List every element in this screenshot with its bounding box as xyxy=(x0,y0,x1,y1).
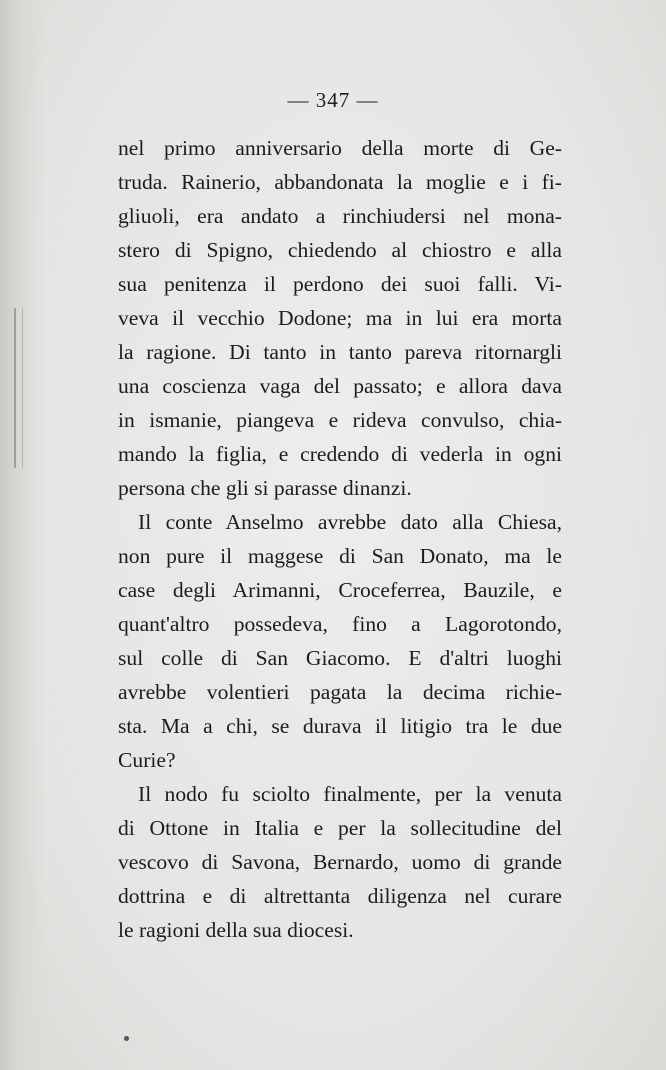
text-line: dottrina e di altrettanta diligenza nel curare xyxy=(118,884,562,908)
text-line: Il nodo fu sciolto finalmente, per la venuta xyxy=(138,782,562,806)
text-line: una coscienza vaga del passato; e allora dava xyxy=(118,374,562,398)
text-line: Il conte Anselmo avrebbe dato alla Chiesa, xyxy=(138,510,562,534)
text-line: le ragioni della sua diocesi. xyxy=(118,918,354,942)
text-line: sua penitenza il perdono dei suoi falli. Vi- xyxy=(118,272,562,296)
text-line: quant'altro possedeva, fino a Lagorotondo, xyxy=(118,612,562,636)
text-line: in ismanie, piangeva e rideva convulso, chia- xyxy=(118,408,562,432)
text-line: la ragione. Di tanto in tanto pareva ritornargli xyxy=(118,340,562,364)
text-line: veva il vecchio Dodone; ma in lui era morta xyxy=(118,306,562,330)
text-line: mando la figlia, e credendo di vederla in ogni xyxy=(118,442,562,466)
text-line: nel primo anniversario della morte di Ge- xyxy=(118,136,562,160)
text-line: case degli Arimanni, Croceferrea, Bauzile, e xyxy=(118,578,562,602)
text-line: persona che gli si parasse dinanzi. xyxy=(118,476,412,500)
page-binding-shadow xyxy=(0,0,46,1070)
text-line: sta. Ma a chi, se durava il litigio tra le due xyxy=(118,714,562,738)
text-line: sul colle di San Giacomo. E d'altri luoghi xyxy=(118,646,562,670)
text-line: vescovo di Savona, Bernardo, uomo di grande xyxy=(118,850,562,874)
text-line: stero di Spigno, chiedendo al chiostro e alla xyxy=(118,238,562,262)
body-text xyxy=(118,131,562,947)
text-line: non pure il maggese di San Donato, ma le xyxy=(118,544,562,568)
text-line: truda. Rainerio, abbandonata la moglie e i fi- xyxy=(118,170,562,194)
text-line: gliuoli, era andato a rinchiudersi nel mona- xyxy=(118,204,562,228)
binding-mark xyxy=(14,308,23,468)
ink-speck xyxy=(124,1036,129,1041)
text-line: avrebbe volentieri pagata la decima richie- xyxy=(118,680,562,704)
text-line: di Ottone in Italia e per la sollecitudine del xyxy=(118,816,562,840)
page-number: — 347 — xyxy=(287,88,379,112)
text-line: Curie? xyxy=(118,748,176,772)
